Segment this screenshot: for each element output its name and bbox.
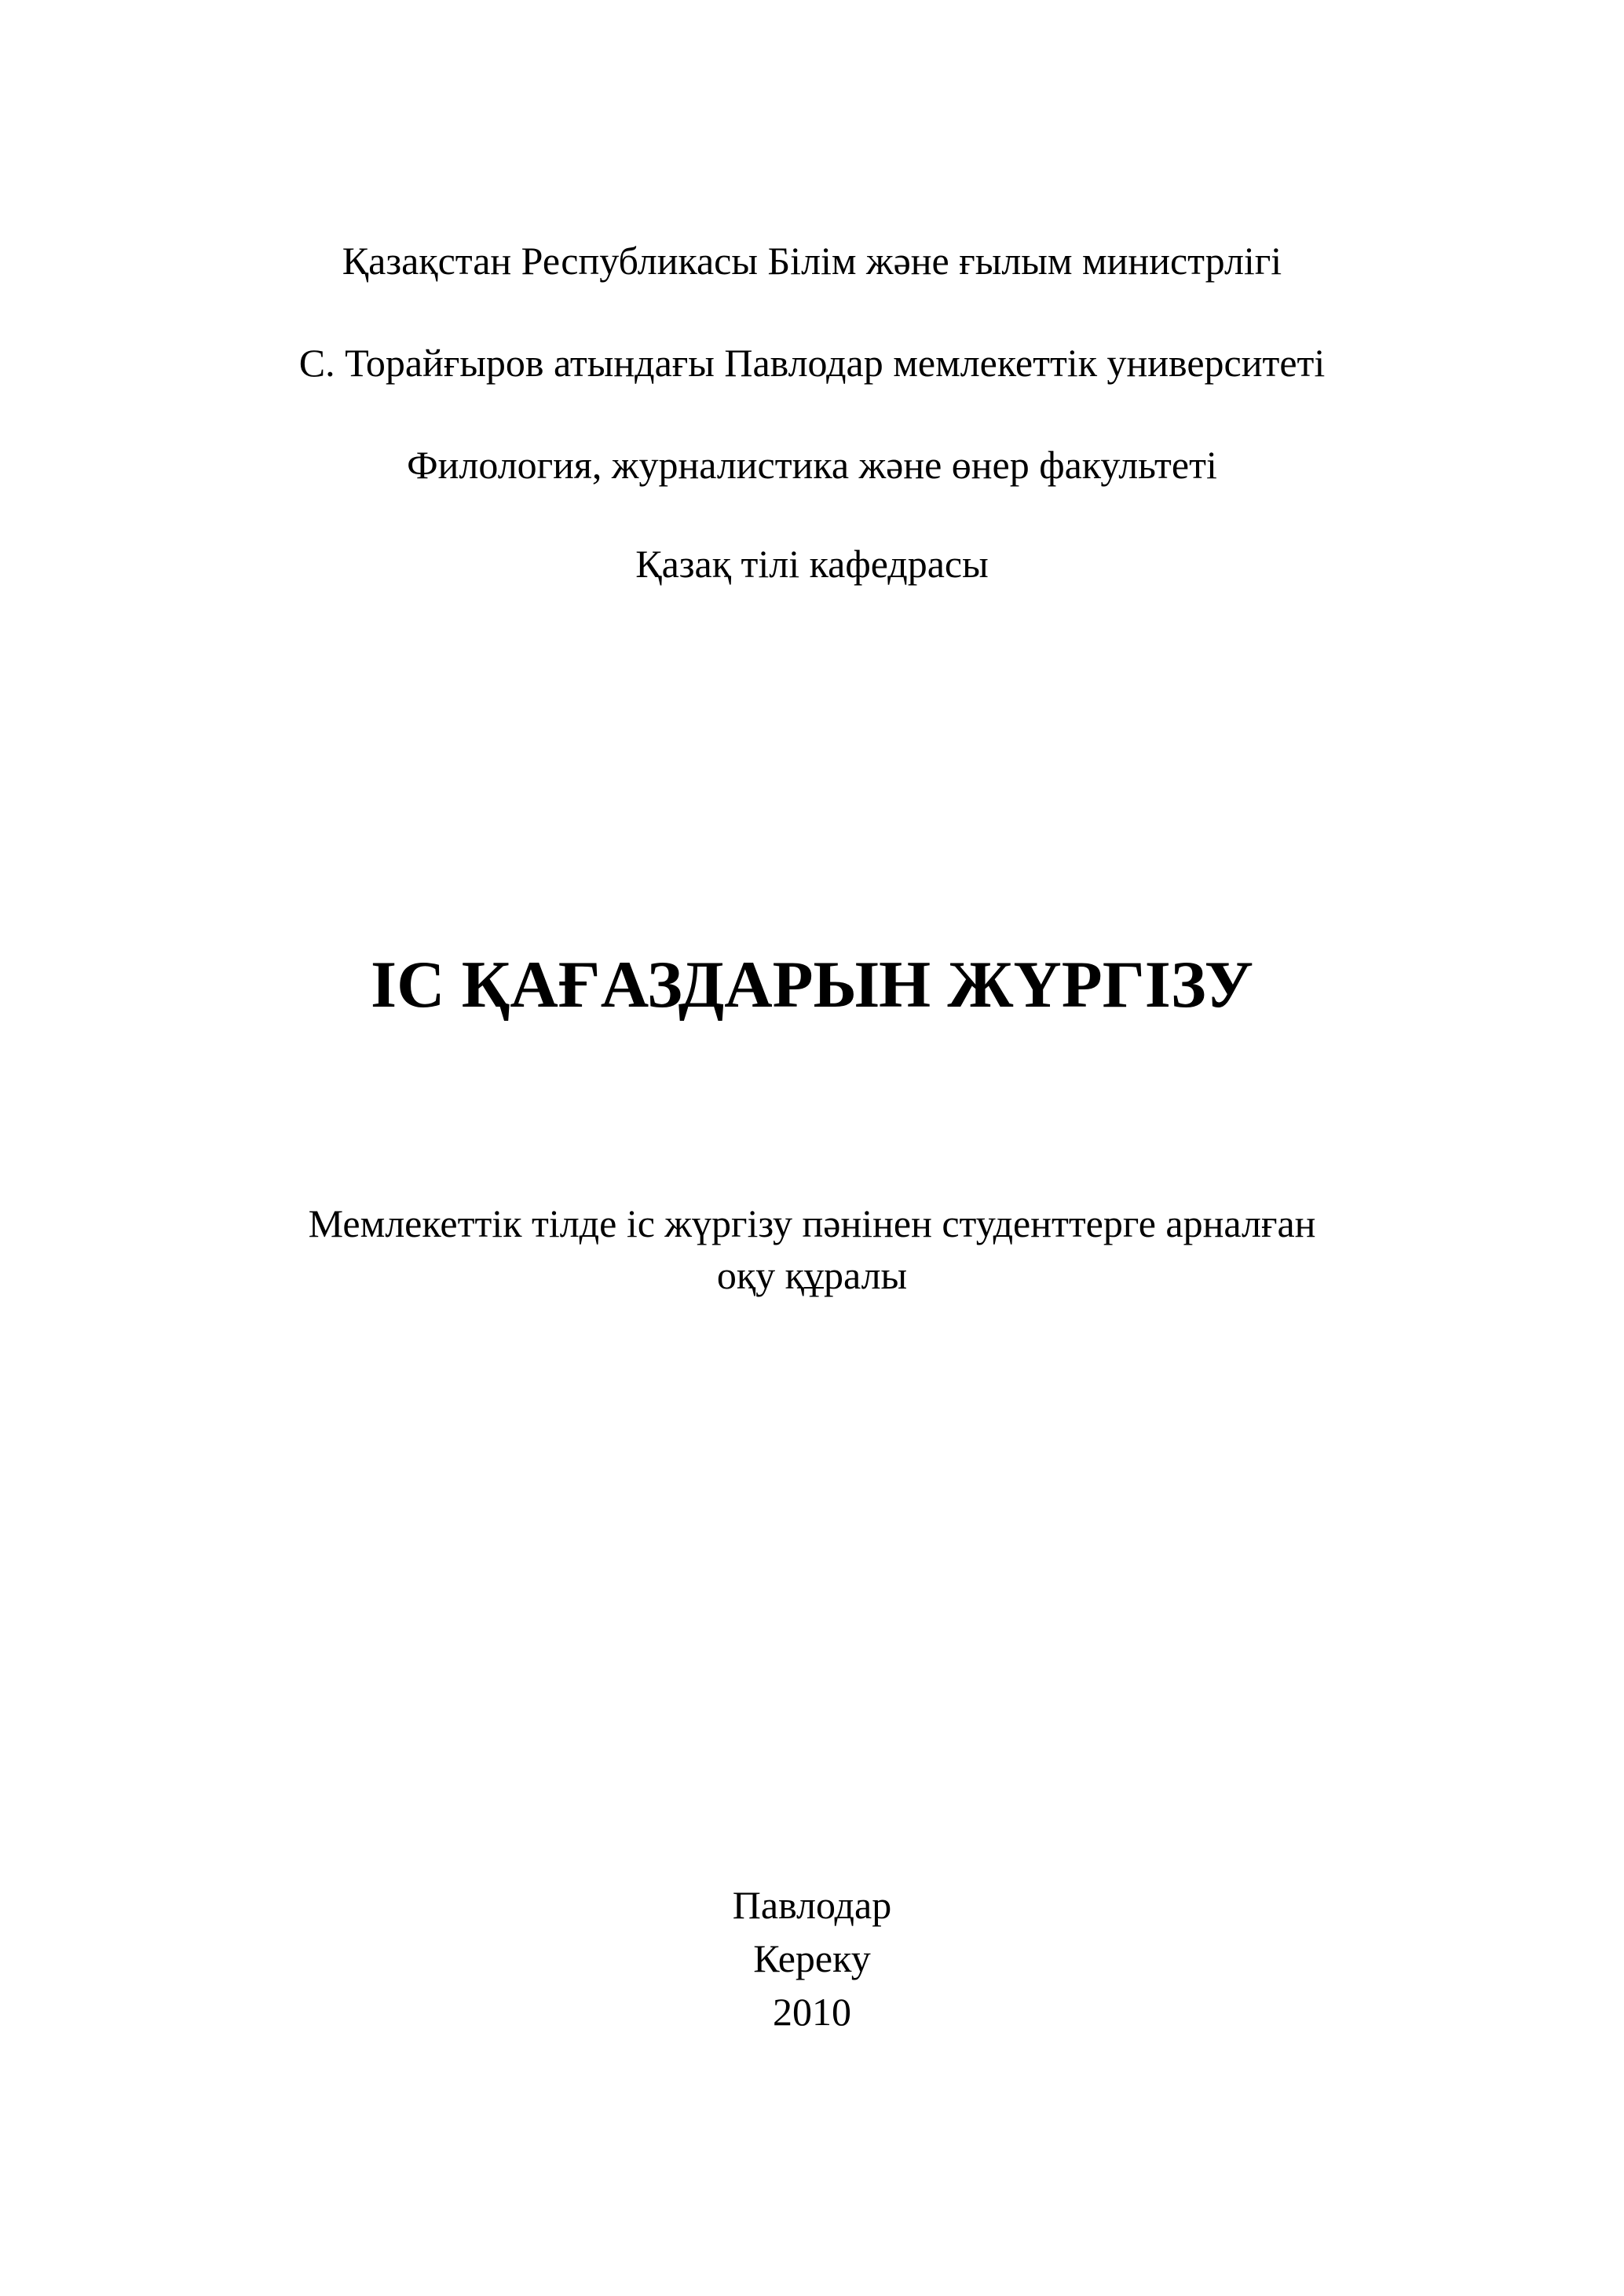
ministry-line: Қазақстан Республикасы Білім және ғылым министрлігі xyxy=(342,239,1282,283)
subtitle-line-2: оқу құралы xyxy=(716,1253,908,1297)
imprint-city: Павлодар xyxy=(732,1883,892,1927)
document-title: ІС ҚАҒАЗДАРЫН ЖҮРГІЗУ xyxy=(370,948,1253,1022)
faculty-line: Филология, журналистика және өнер факультеті xyxy=(407,443,1217,487)
subtitle-line-1: Мемлекеттік тілде іс жүргізу пәнінен студенттерге арналған xyxy=(308,1201,1316,1245)
department-line: Қазақ тілі кафедрасы xyxy=(635,542,989,586)
university-line: С. Торайғыров атындағы Павлодар мемлекеттік университеті xyxy=(298,341,1326,385)
imprint-publisher: Кереку xyxy=(753,1936,871,1980)
imprint-year: 2010 xyxy=(773,1990,851,2034)
